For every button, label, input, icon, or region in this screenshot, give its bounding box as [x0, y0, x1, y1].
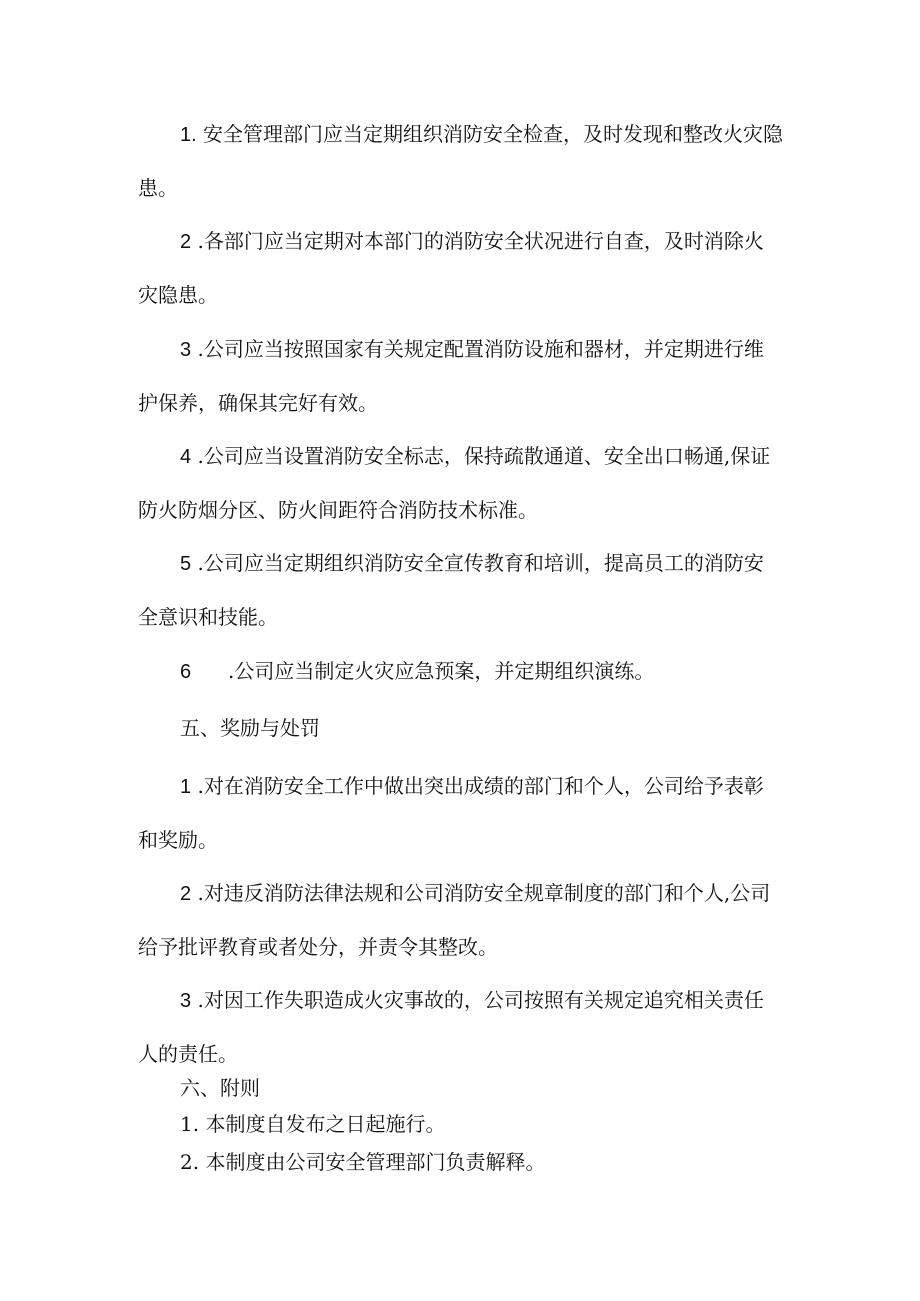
- item-text-line1: 安全管理部门应当定期组织消防安全检查，及时发现和整改火灾隐: [203, 122, 784, 146]
- item-text-line1: .各部门应当定期对本部门的消防安全状况进行自查，及时消除火: [197, 229, 764, 253]
- item-text-line1: .公司应当制定火灾应急预案，并定期组织演练。: [228, 659, 655, 683]
- item-text-line2: 患。: [138, 176, 178, 200]
- list-item: [138, 537, 788, 644]
- item-text-line1: .公司应当按照国家有关规定配置消防设施和器材，并定期进行维: [197, 337, 764, 361]
- item-text-line1: .公司应当定期组织消防安全宣传教育和培训，提高员工的消防安: [197, 551, 764, 575]
- list-item: [138, 760, 788, 867]
- list-item: [138, 323, 788, 430]
- item-number: 3: [180, 339, 192, 361]
- item-text-line2: 全意识和技能。: [138, 605, 278, 629]
- item-number: 1.: [180, 124, 197, 146]
- item-text-line2: 防火防烟分区、防火间距符合消防技术标准。: [138, 498, 538, 522]
- item-number: 6: [180, 661, 192, 683]
- list-item: [138, 1148, 798, 1176]
- item-text-line2: 灾隐患。: [138, 283, 218, 307]
- item-text-line1: .对在消防安全工作中做出突出成绩的部门和个人，公司给予表彰: [197, 774, 764, 798]
- item-number: 2: [180, 883, 192, 905]
- list-item: [138, 215, 788, 322]
- item-text: 1. 本制度自发布之日起施行。: [180, 1112, 446, 1136]
- list-item: [138, 974, 788, 1081]
- list-item: [138, 867, 788, 974]
- section-title: 六、附则: [180, 1076, 260, 1100]
- item-number: 2: [180, 231, 192, 253]
- item-text-line2: 给予批评教育或者处分，并责令其整改。: [138, 935, 498, 959]
- list-item: [138, 1110, 798, 1138]
- item-number: 5: [180, 553, 192, 575]
- item-text-line2: 护保养，确保其完好有效。: [138, 391, 378, 415]
- section-title: 五、奖励与处罚: [180, 716, 320, 740]
- section-heading: [138, 702, 788, 755]
- item-number: 4: [180, 446, 192, 468]
- section-heading: [138, 1074, 798, 1102]
- item-text-line2: 和奖励。: [138, 828, 218, 852]
- item-number: 1: [180, 776, 192, 798]
- item-text-line1: .公司应当设置消防安全标志，保持疏散通道、安全出口畅通,保证: [197, 444, 771, 468]
- item-number: 3: [180, 990, 192, 1012]
- item-text-line1: .对违反消防法律法规和公司消防安全规章制度的部门和个人,公司: [197, 881, 771, 905]
- item-text-line2: 人的责任。: [138, 1042, 238, 1066]
- list-item: [138, 430, 788, 537]
- list-item: [138, 645, 788, 699]
- item-text-line1: .对因工作失职造成火灾事故的，公司按照有关规定追究相关责任: [197, 988, 764, 1012]
- list-item: [138, 108, 788, 215]
- item-text: 2. 本制度由公司安全管理部门负责解释。: [180, 1150, 546, 1174]
